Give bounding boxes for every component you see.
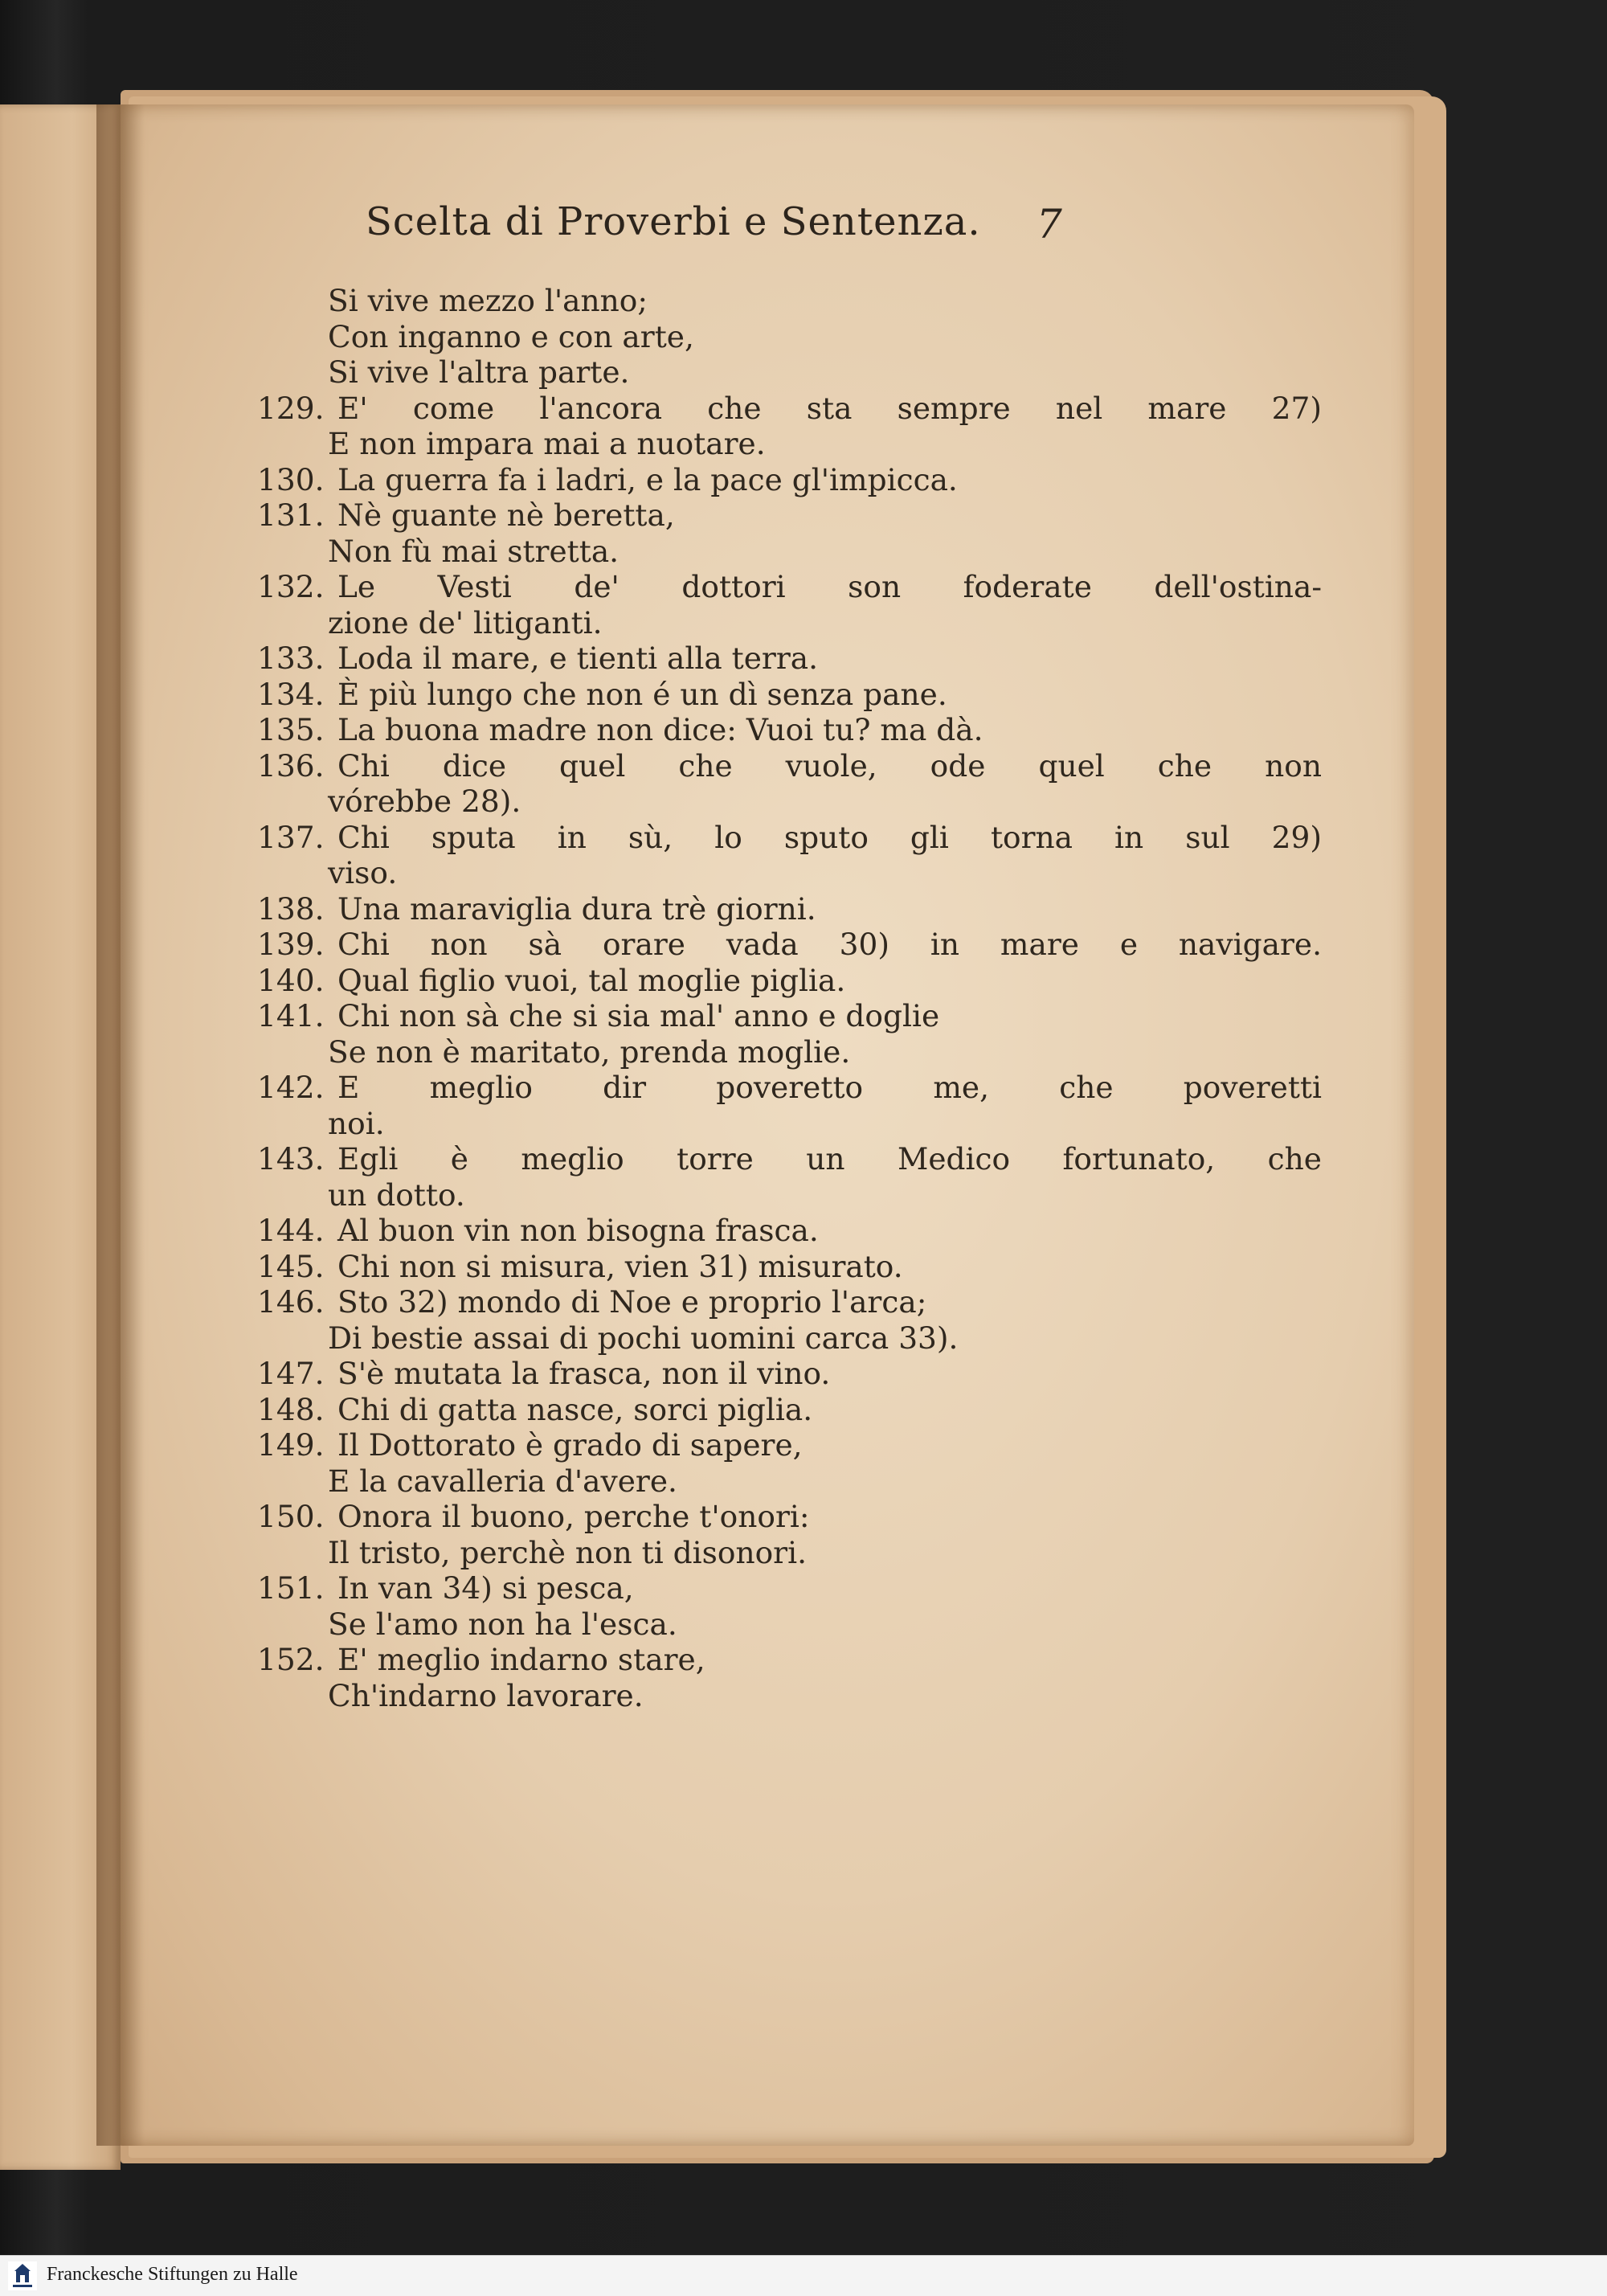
proverb-text: La guerra fa i ladri, e la pace gl'impicca. bbox=[337, 461, 958, 497]
proverb-line bbox=[257, 1356, 1069, 1392]
proverb-text: Egli è meglio torre un Medico fortunato, che bbox=[337, 1141, 1322, 1177]
proverb-text: Di bestie assai di pochi uomini carca 33). bbox=[328, 1320, 959, 1356]
proverb-line bbox=[257, 891, 1069, 927]
proverb-line bbox=[257, 998, 1069, 1034]
running-head: Scelta di Proverbi e Sentenza. bbox=[366, 199, 981, 244]
proverb-number: 146. bbox=[257, 1284, 325, 1320]
proverb-text: E' come l'ancora che sta sempre nel mare 27) bbox=[337, 390, 1322, 426]
proverb-text: Chi non sà che si sia mal' anno e doglie bbox=[337, 998, 940, 1033]
proverb-list bbox=[257, 283, 1322, 1713]
proverb-text: Non fù mai stretta. bbox=[328, 533, 619, 569]
proverb-number: 142. bbox=[257, 1070, 325, 1105]
proverb-line bbox=[257, 534, 1069, 570]
gutter-shadow bbox=[96, 104, 145, 2146]
proverb-line bbox=[257, 1678, 1069, 1714]
proverb-line bbox=[257, 1427, 1069, 1463]
proverb-line bbox=[257, 1249, 1069, 1285]
proverb-line bbox=[257, 1392, 1069, 1428]
proverb-text: Qual figlio vuoi, tal moglie piglia. bbox=[337, 962, 846, 998]
proverb-text: Al buon vin non bisogna frasca. bbox=[337, 1213, 819, 1248]
proverb-text: Loda il mare, e tienti alla terra. bbox=[337, 641, 819, 676]
proverb-number: 150. bbox=[257, 1499, 325, 1534]
proverb-number: 147. bbox=[257, 1356, 325, 1391]
proverb-line bbox=[257, 1570, 1069, 1606]
proverb-text: E non impara mai a nuotare. bbox=[328, 426, 766, 461]
proverb-line bbox=[257, 641, 1069, 677]
proverb-line bbox=[257, 819, 1322, 856]
proverb-text: Se non è maritato, prenda moglie. bbox=[328, 1033, 851, 1070]
proverb-line bbox=[257, 1284, 1069, 1320]
proverb-line bbox=[257, 1320, 1069, 1357]
proverb-number: 141. bbox=[257, 998, 325, 1033]
footer-credit: Franckesche Stiftungen zu Halle bbox=[47, 2264, 298, 2285]
proverb-number: 131. bbox=[257, 497, 325, 533]
proverb-text: Il Dottorato è grado di sapere, bbox=[337, 1427, 803, 1463]
proverb-text: In van 34) si pesca, bbox=[337, 1570, 634, 1606]
proverb-line bbox=[257, 1106, 1069, 1142]
foundation-logo-icon bbox=[8, 2261, 37, 2290]
proverb-line bbox=[257, 1463, 1069, 1500]
proverb-number: 139. bbox=[257, 927, 325, 962]
proverb-line bbox=[257, 1535, 1069, 1571]
proverb-line bbox=[257, 712, 1069, 748]
proverb-line bbox=[257, 1141, 1322, 1177]
proverb-text: E la cavalleria d'avere. bbox=[328, 1463, 677, 1499]
proverb-text: Sto 32) mondo di Noe e proprio l'arca; bbox=[337, 1284, 927, 1320]
proverb-line bbox=[257, 1177, 1069, 1213]
proverb-text: Se l'amo non ha l'esca. bbox=[328, 1606, 677, 1642]
proverb-line bbox=[257, 1070, 1322, 1106]
proverb-line bbox=[257, 283, 1069, 319]
proverb-text: un dotto. bbox=[328, 1177, 465, 1213]
proverb-line bbox=[257, 426, 1069, 462]
proverb-number: 144. bbox=[257, 1213, 325, 1248]
proverb-text: Chi di gatta nasce, sorci piglia. bbox=[337, 1391, 813, 1427]
proverb-line bbox=[257, 855, 1069, 891]
proverb-text: Chi non sà orare vada 30) in mare e navigare. bbox=[337, 927, 1322, 962]
proverb-text: Il tristo, perchè non ti disonori. bbox=[328, 1534, 808, 1570]
proverb-number: 140. bbox=[257, 962, 325, 998]
proverb-number: 151. bbox=[257, 1570, 325, 1606]
proverb-text: È più lungo che non é un dì senza pane. bbox=[337, 676, 947, 712]
proverb-text: vórebbe 28). bbox=[328, 784, 521, 819]
proverb-text: Si vive l'altra parte. bbox=[328, 354, 630, 390]
proverb-line bbox=[257, 747, 1322, 784]
proverb-text: S'è mutata la frasca, non il vino. bbox=[337, 1356, 831, 1391]
proverb-number: 133. bbox=[257, 641, 325, 676]
viewer-footer bbox=[0, 2255, 1607, 2296]
proverb-number: 132. bbox=[257, 569, 325, 604]
proverb-number: 137. bbox=[257, 819, 325, 855]
proverb-number: 138. bbox=[257, 890, 325, 927]
proverb-number: 130. bbox=[257, 461, 325, 497]
proverb-text: Una maraviglia dura trè giorni. bbox=[337, 890, 816, 927]
proverb-text: Chi sputa in sù, lo sputo gli torna in sul 29) bbox=[337, 819, 1322, 855]
proverb-text: noi. bbox=[328, 1105, 385, 1141]
proverb-text: Le Vesti de' dottori son foderate dell'ostina- bbox=[337, 569, 1322, 604]
proverb-text: Chi non si misura, vien 31) misurato. bbox=[337, 1248, 903, 1284]
proverb-line bbox=[257, 963, 1069, 999]
proverb-text: Chi dice quel che vuole, ode quel che non bbox=[337, 747, 1322, 784]
page-number: 7 bbox=[1037, 201, 1062, 248]
proverb-text: Si vive mezzo l'anno; bbox=[328, 283, 648, 318]
proverb-line bbox=[257, 390, 1322, 427]
proverb-line bbox=[257, 354, 1069, 391]
proverb-text: Ch'indarno lavorare. bbox=[328, 1677, 644, 1713]
proverb-line bbox=[257, 319, 1069, 355]
proverb-text: Onora il buono, perche t'onori: bbox=[337, 1499, 810, 1534]
proverb-number: 135. bbox=[257, 712, 325, 747]
proverb-number: 134. bbox=[257, 676, 325, 712]
proverb-number: 143. bbox=[257, 1141, 325, 1177]
proverb-number: 129. bbox=[257, 390, 325, 426]
proverb-number: 148. bbox=[257, 1391, 325, 1427]
proverb-line bbox=[257, 605, 1069, 641]
proverb-line bbox=[257, 1213, 1069, 1249]
proverb-text: zione de' litiganti. bbox=[328, 604, 603, 641]
proverb-text: Nè guante nè beretta, bbox=[337, 497, 675, 533]
proverb-number: 149. bbox=[257, 1427, 325, 1463]
proverb-line bbox=[257, 1499, 1069, 1535]
proverb-text: viso. bbox=[328, 855, 398, 890]
proverb-text: E meglio dir poveretto me, che poveretti bbox=[337, 1070, 1322, 1105]
proverb-line bbox=[257, 462, 1069, 498]
proverb-line bbox=[257, 927, 1322, 963]
proverb-line bbox=[257, 1606, 1069, 1643]
proverb-line bbox=[257, 784, 1069, 820]
proverb-line bbox=[257, 569, 1322, 605]
proverb-number: 136. bbox=[257, 747, 325, 784]
proverb-text: Con inganno e con arte, bbox=[328, 318, 694, 354]
proverb-line bbox=[257, 497, 1069, 534]
proverb-line bbox=[257, 677, 1069, 713]
proverb-text: La buona madre non dice: Vuoi tu? ma dà. bbox=[337, 712, 983, 747]
proverb-line bbox=[257, 1642, 1069, 1678]
proverb-text: E' meglio indarno stare, bbox=[337, 1642, 705, 1677]
proverb-number: 145. bbox=[257, 1248, 325, 1284]
proverb-line bbox=[257, 1034, 1069, 1070]
proverb-number: 152. bbox=[257, 1642, 325, 1677]
